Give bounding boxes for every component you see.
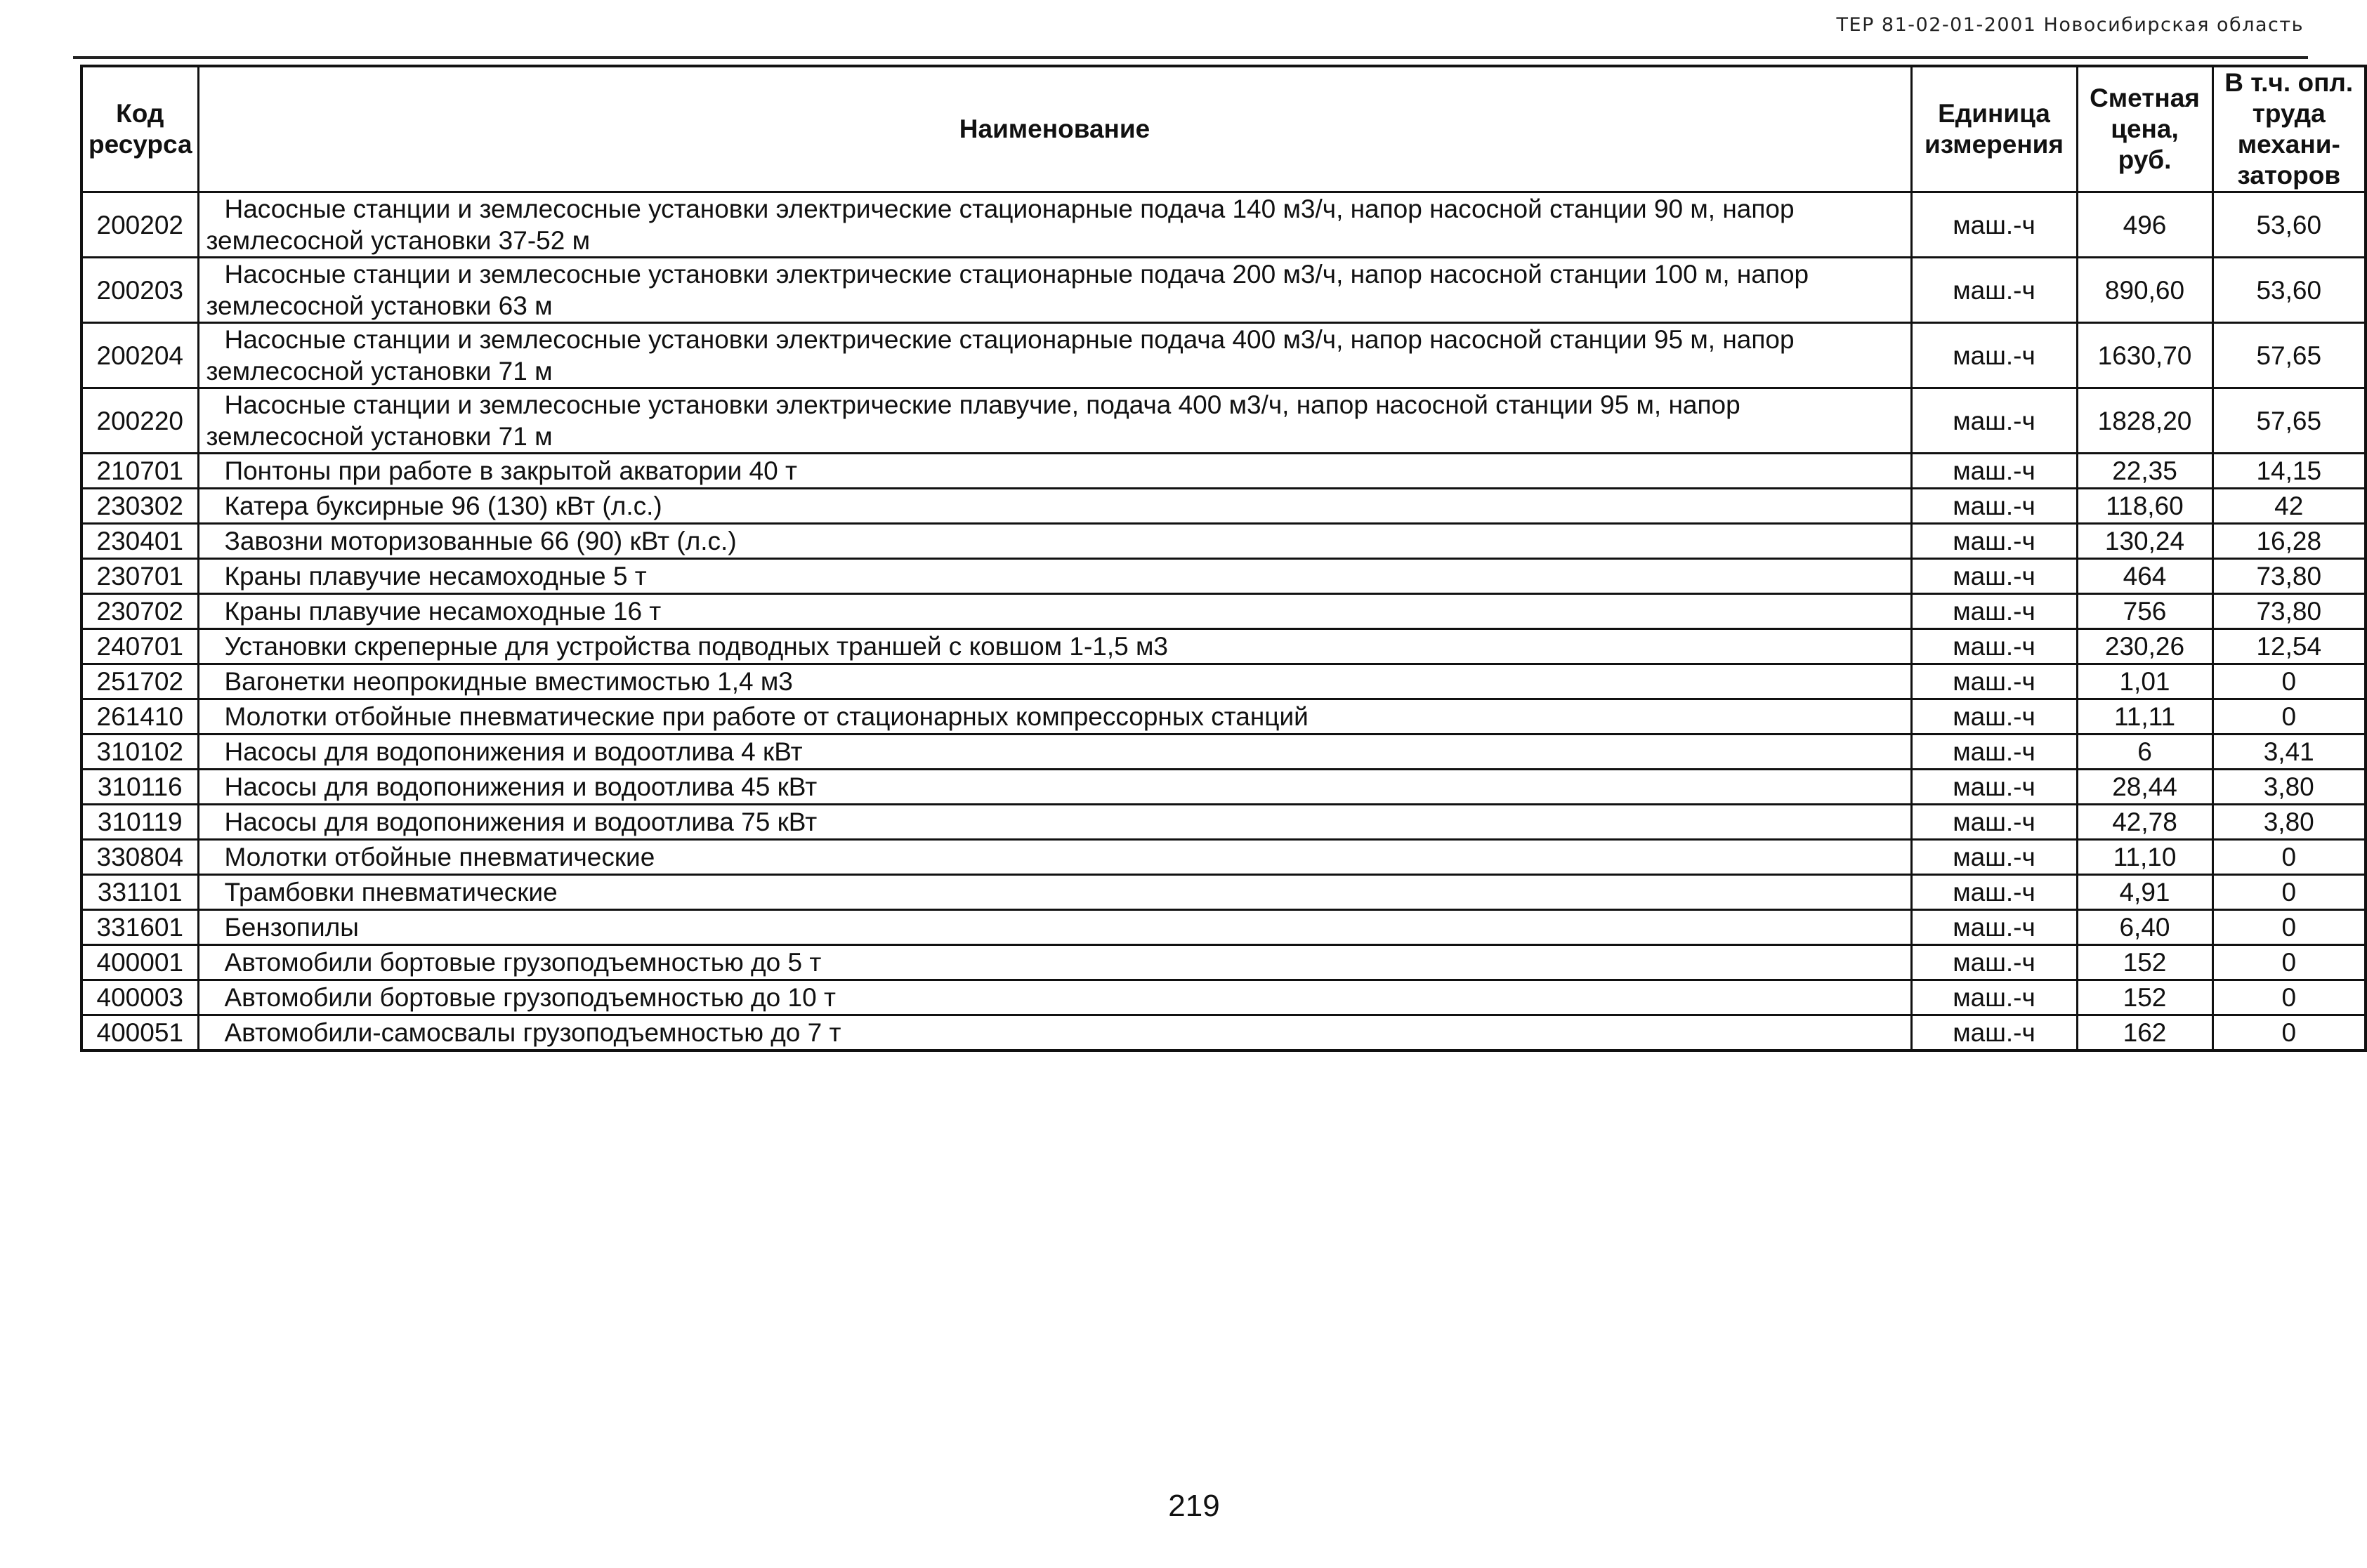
cell-name-text: Автомобили бортовые грузоподъемностью до 10 т: [224, 983, 836, 1012]
table-row: [81, 840, 2366, 875]
cell-name: [198, 805, 1911, 840]
cell-labor: 14,15: [2212, 454, 2366, 489]
cell-price: 162: [2077, 1015, 2212, 1051]
cell-code: 310116: [81, 770, 198, 805]
cell-name: [198, 258, 1911, 323]
cell-labor: 42: [2212, 489, 2366, 524]
table-row: [81, 192, 2366, 258]
cell-name: [198, 489, 1911, 524]
cell-name: [198, 664, 1911, 699]
cell-name-text: Вагонетки неопрокидные вместимостью 1,4 м3: [224, 667, 793, 696]
cell-unit: маш.-ч: [1911, 559, 2077, 594]
header-price: Сметная цена, руб.: [2077, 66, 2212, 192]
table-body: [81, 192, 2366, 1051]
cell-unit: маш.-ч: [1911, 875, 2077, 910]
cell-labor: 53,60: [2212, 192, 2366, 258]
table-row: [81, 1015, 2366, 1051]
cell-price: 496: [2077, 192, 2212, 258]
cell-price: 6: [2077, 734, 2212, 770]
cell-labor: 3,80: [2212, 805, 2366, 840]
cell-labor: 0: [2212, 840, 2366, 875]
cell-price: 756: [2077, 594, 2212, 629]
cell-code: 400001: [81, 945, 198, 980]
cell-name: [198, 323, 1911, 388]
cell-unit: маш.-ч: [1911, 910, 2077, 945]
cell-name: [198, 192, 1911, 258]
cell-name-text: Насосы для водопонижения и водоотлива 45 кВт: [224, 772, 818, 801]
cell-unit: маш.-ч: [1911, 524, 2077, 559]
cell-price: 22,35: [2077, 454, 2212, 489]
cell-price: 230,26: [2077, 629, 2212, 664]
cell-code: 230302: [81, 489, 198, 524]
table-row: [81, 559, 2366, 594]
cell-name-text: Краны плавучие несамоходные 16 т: [224, 597, 662, 626]
cell-price: 6,40: [2077, 910, 2212, 945]
cell-name-text: Насосные станции и землесосные установки электрические плавучие, подача 400 м3/ч, напор насосной станции 95 м, напор землесосной установки 71 м: [206, 390, 1740, 451]
cell-labor: 0: [2212, 699, 2366, 734]
cell-code: 200220: [81, 388, 198, 454]
header-name: Наименование: [198, 66, 1911, 192]
cell-name-text: Насосные станции и землесосные установки электрические стационарные подача 140 м3/ч, напор насосной станции 90 м, напор землесосной установки 37-52 м: [206, 195, 1795, 255]
table-row: [81, 875, 2366, 910]
cell-code: 230701: [81, 559, 198, 594]
cell-labor: 0: [2212, 910, 2366, 945]
cell-name-text: Насосные станции и землесосные установки электрические стационарные подача 400 м3/ч, напор насосной станции 95 м, напор землесосной установки 71 м: [206, 325, 1795, 386]
cell-unit: маш.-ч: [1911, 945, 2077, 980]
table-row: [81, 805, 2366, 840]
cell-name-text: Понтоны при работе в закрытой акватории 40 т: [224, 456, 797, 485]
table-row: [81, 770, 2366, 805]
cell-price: 890,60: [2077, 258, 2212, 323]
cell-price: 4,91: [2077, 875, 2212, 910]
cell-price: 11,11: [2077, 699, 2212, 734]
cell-unit: маш.-ч: [1911, 805, 2077, 840]
cell-labor: 0: [2212, 945, 2366, 980]
cell-name-text: Насосные станции и землесосные установки электрические стационарные подача 200 м3/ч, напор насосной станции 100 м, напор землесосной установки 63 м: [206, 260, 1809, 320]
cell-price: 28,44: [2077, 770, 2212, 805]
cell-price: 11,10: [2077, 840, 2212, 875]
cell-labor: 0: [2212, 875, 2366, 910]
cell-code: 331601: [81, 910, 198, 945]
header-rule: [73, 56, 2308, 59]
cell-unit: маш.-ч: [1911, 699, 2077, 734]
header-code: Код ресурса: [81, 66, 198, 192]
cell-labor: 3,80: [2212, 770, 2366, 805]
cell-code: 200202: [81, 192, 198, 258]
cell-name-text: Катера буксирные 96 (130) кВт (л.с.): [224, 492, 662, 520]
cell-code: 310102: [81, 734, 198, 770]
table-header-row: [81, 66, 2366, 192]
table-row: [81, 489, 2366, 524]
cell-price: 152: [2077, 980, 2212, 1015]
cell-code: 210701: [81, 454, 198, 489]
cell-name: [198, 910, 1911, 945]
table-row: [81, 734, 2366, 770]
cell-price: 152: [2077, 945, 2212, 980]
cell-name: [198, 734, 1911, 770]
cell-code: 330804: [81, 840, 198, 875]
table-row: [81, 629, 2366, 664]
cell-unit: маш.-ч: [1911, 192, 2077, 258]
table-row: [81, 454, 2366, 489]
resource-table: [80, 65, 2367, 1052]
cell-labor: 53,60: [2212, 258, 2366, 323]
header-unit: Единица измерения: [1911, 66, 2077, 192]
cell-name: [198, 980, 1911, 1015]
table-row: [81, 258, 2366, 323]
cell-price: 42,78: [2077, 805, 2212, 840]
cell-name-text: Краны плавучие несамоходные 5 т: [224, 562, 647, 591]
table-row: [81, 699, 2366, 734]
cell-code: 400051: [81, 1015, 198, 1051]
cell-price: 130,24: [2077, 524, 2212, 559]
cell-name: [198, 945, 1911, 980]
cell-name-text: Бензопилы: [224, 913, 359, 942]
cell-unit: маш.-ч: [1911, 489, 2077, 524]
cell-price: 1630,70: [2077, 323, 2212, 388]
table-row: [81, 980, 2366, 1015]
table-row: [81, 524, 2366, 559]
cell-name: [198, 454, 1911, 489]
cell-unit: маш.-ч: [1911, 1015, 2077, 1051]
cell-code: 251702: [81, 664, 198, 699]
cell-name: [198, 1015, 1911, 1051]
cell-labor: 12,54: [2212, 629, 2366, 664]
cell-labor: 0: [2212, 1015, 2366, 1051]
table-row: [81, 323, 2366, 388]
cell-labor: 57,65: [2212, 388, 2366, 454]
cell-code: 230702: [81, 594, 198, 629]
cell-name-text: Насосы для водопонижения и водоотлива 4 кВт: [224, 737, 803, 766]
cell-labor: 3,41: [2212, 734, 2366, 770]
cell-name: [198, 559, 1911, 594]
cell-unit: маш.-ч: [1911, 734, 2077, 770]
table-row: [81, 910, 2366, 945]
cell-name: [198, 699, 1911, 734]
cell-unit: маш.-ч: [1911, 629, 2077, 664]
cell-labor: 0: [2212, 664, 2366, 699]
table-row: [81, 388, 2366, 454]
cell-labor: 57,65: [2212, 323, 2366, 388]
cell-name: [198, 840, 1911, 875]
cell-name-text: Завозни моторизованные 66 (90) кВт (л.с.): [224, 527, 737, 555]
running-header: ТЕР 81-02-01-2001 Новосибирская область: [1836, 14, 2304, 36]
cell-name-text: Молотки отбойные пневматические при работе от стационарных компрессорных станций: [224, 702, 1309, 731]
cell-unit: маш.-ч: [1911, 594, 2077, 629]
cell-labor: 0: [2212, 980, 2366, 1015]
cell-price: 118,60: [2077, 489, 2212, 524]
cell-labor: 73,80: [2212, 559, 2366, 594]
header-labor: В т.ч. опл. труда механи-заторов: [2212, 66, 2366, 192]
cell-labor: 16,28: [2212, 524, 2366, 559]
cell-unit: маш.-ч: [1911, 980, 2077, 1015]
cell-price: 1,01: [2077, 664, 2212, 699]
cell-unit: маш.-ч: [1911, 323, 2077, 388]
cell-name: [198, 388, 1911, 454]
cell-name-text: Автомобили-самосвалы грузоподъемностью до 7 т: [224, 1018, 841, 1047]
cell-unit: маш.-ч: [1911, 840, 2077, 875]
cell-code: 200203: [81, 258, 198, 323]
cell-code: 240701: [81, 629, 198, 664]
cell-code: 331101: [81, 875, 198, 910]
table-row: [81, 945, 2366, 980]
table-row: [81, 594, 2366, 629]
cell-code: 261410: [81, 699, 198, 734]
table-row: [81, 664, 2366, 699]
cell-unit: маш.-ч: [1911, 770, 2077, 805]
cell-labor: 73,80: [2212, 594, 2366, 629]
cell-name-text: Насосы для водопонижения и водоотлива 75 кВт: [224, 808, 818, 836]
page-number: 219: [1168, 1489, 1220, 1523]
cell-name: [198, 875, 1911, 910]
cell-code: 200204: [81, 323, 198, 388]
cell-name-text: Молотки отбойные пневматические: [224, 843, 655, 871]
cell-unit: маш.-ч: [1911, 258, 2077, 323]
cell-unit: маш.-ч: [1911, 388, 2077, 454]
cell-price: 464: [2077, 559, 2212, 594]
cell-code: 400003: [81, 980, 198, 1015]
cell-name-text: Установки скреперные для устройства подводных траншей с ковшом 1-1,5 м3: [224, 632, 1169, 661]
cell-name-text: Трамбовки пневматические: [224, 878, 558, 907]
cell-name: [198, 524, 1911, 559]
cell-code: 230401: [81, 524, 198, 559]
cell-name: [198, 770, 1911, 805]
cell-unit: маш.-ч: [1911, 454, 2077, 489]
cell-name: [198, 594, 1911, 629]
cell-code: 310119: [81, 805, 198, 840]
cell-unit: маш.-ч: [1911, 664, 2077, 699]
cell-price: 1828,20: [2077, 388, 2212, 454]
cell-name-text: Автомобили бортовые грузоподъемностью до 5 т: [224, 948, 822, 977]
cell-name: [198, 629, 1911, 664]
